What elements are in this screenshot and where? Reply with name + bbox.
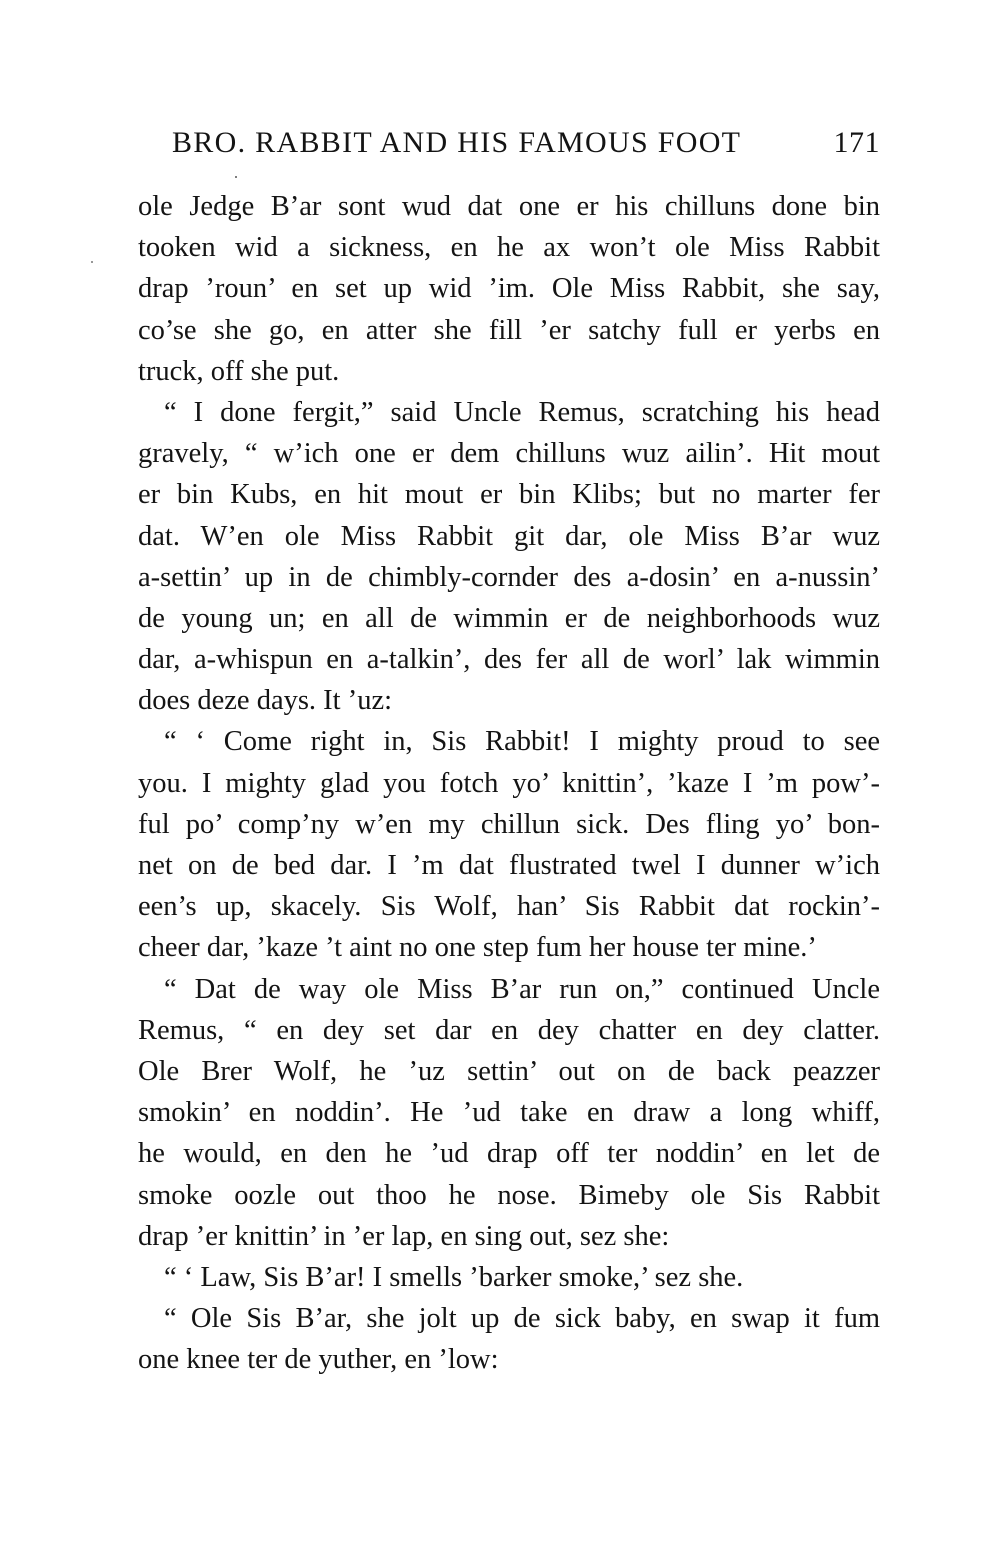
- text-line: gravely, “ w’ich one er dem chilluns wuz ailin’. Hit mout: [138, 438, 880, 470]
- running-title: BRO. RABBIT AND HIS FAMOUS FOOT: [172, 126, 742, 159]
- text-line: drap ’roun’ en set up wid ’im. Ole Miss Rabbit, she say,: [138, 273, 880, 305]
- text-line: truck, off she put.: [138, 355, 340, 387]
- text-line: “ ‘ Law, Sis B’ar! I smells ’barker smoke,’ sez she.: [164, 1261, 744, 1293]
- text-line: smoke oozle out thoo he nose. Bimeby ole Sis Rabbit: [138, 1179, 880, 1211]
- text-line: he would, en den he ’ud drap off ter noddin’ en let de: [138, 1138, 880, 1170]
- text-line: ole Jedge B’ar sont wud dat one er his chilluns done bin: [138, 191, 880, 222]
- text-line: “ Ole Sis B’ar, she jolt up de sick baby, en swap it fum: [164, 1303, 880, 1335]
- text-line: a-settin’ up in de chimbly-cornder des a-dosin’ en a-nussin’: [138, 561, 880, 593]
- body-text: [138, 186, 880, 1380]
- text-line: co’se she go, en atter she fill ’er satchy full er yerbs en: [138, 314, 880, 346]
- text-line: “ ‘ Come right in, Sis Rabbit! I mighty proud to see: [164, 726, 880, 758]
- text-line: dat. W’en ole Miss Rabbit git dar, ole Miss B’ar wuz: [138, 520, 880, 552]
- text-line: ful po’ comp’ny w’en my chillun sick. Des fling yo’ bon-: [138, 808, 880, 840]
- text-line: you. I mighty glad you fotch yo’ knittin’, ’kaze I ’m pow’-: [138, 767, 880, 799]
- text-line: dar, a-whispun en a-talkin’, des fer all de worl’ lak wimmin: [138, 644, 880, 676]
- text-line: cheer dar, ’kaze ’t aint no one step fum her house ter mine.’: [138, 932, 817, 964]
- text-line: Remus, “ en dey set dar en dey chatter en dey clatter.: [138, 1014, 880, 1046]
- text-line: Ole Brer Wolf, he ’uz settin’ out on de back peazzer: [138, 1055, 880, 1087]
- text-line: “ Dat de way ole Miss B’ar run on,” continued Uncle: [164, 973, 880, 1005]
- print-speck: [91, 261, 93, 263]
- print-speck: [235, 176, 237, 178]
- text-line: net on de bed dar. I ’m dat flustrated twel I dunner w’ich: [138, 850, 880, 881]
- text-line: “ I done fergit,” said Uncle Remus, scratching his head: [164, 396, 880, 428]
- text-line: de young un; en all de wimmin er de neighborhoods wuz: [138, 602, 880, 634]
- running-header: [172, 126, 880, 166]
- text-line: een’s up, skacely. Sis Wolf, han’ Sis Rabbit dat rockin’-: [138, 891, 880, 923]
- text-line: smokin’ en noddin’. He ’ud take en draw a long whiff,: [138, 1097, 880, 1129]
- text-line: tooken wid a sickness, en he ax won’t ole Miss Rabbit: [138, 232, 880, 264]
- text-line: does deze days. It ’uz:: [138, 685, 393, 717]
- text-line: er bin Kubs, en hit mout er bin Klibs; but no marter fer: [138, 479, 880, 511]
- text-line: one knee ter de yuther, en ’low:: [138, 1344, 499, 1376]
- page-number: 171: [833, 126, 880, 159]
- text-line: drap ’er knittin’ in ’er lap, en sing out, sez she:: [138, 1220, 670, 1252]
